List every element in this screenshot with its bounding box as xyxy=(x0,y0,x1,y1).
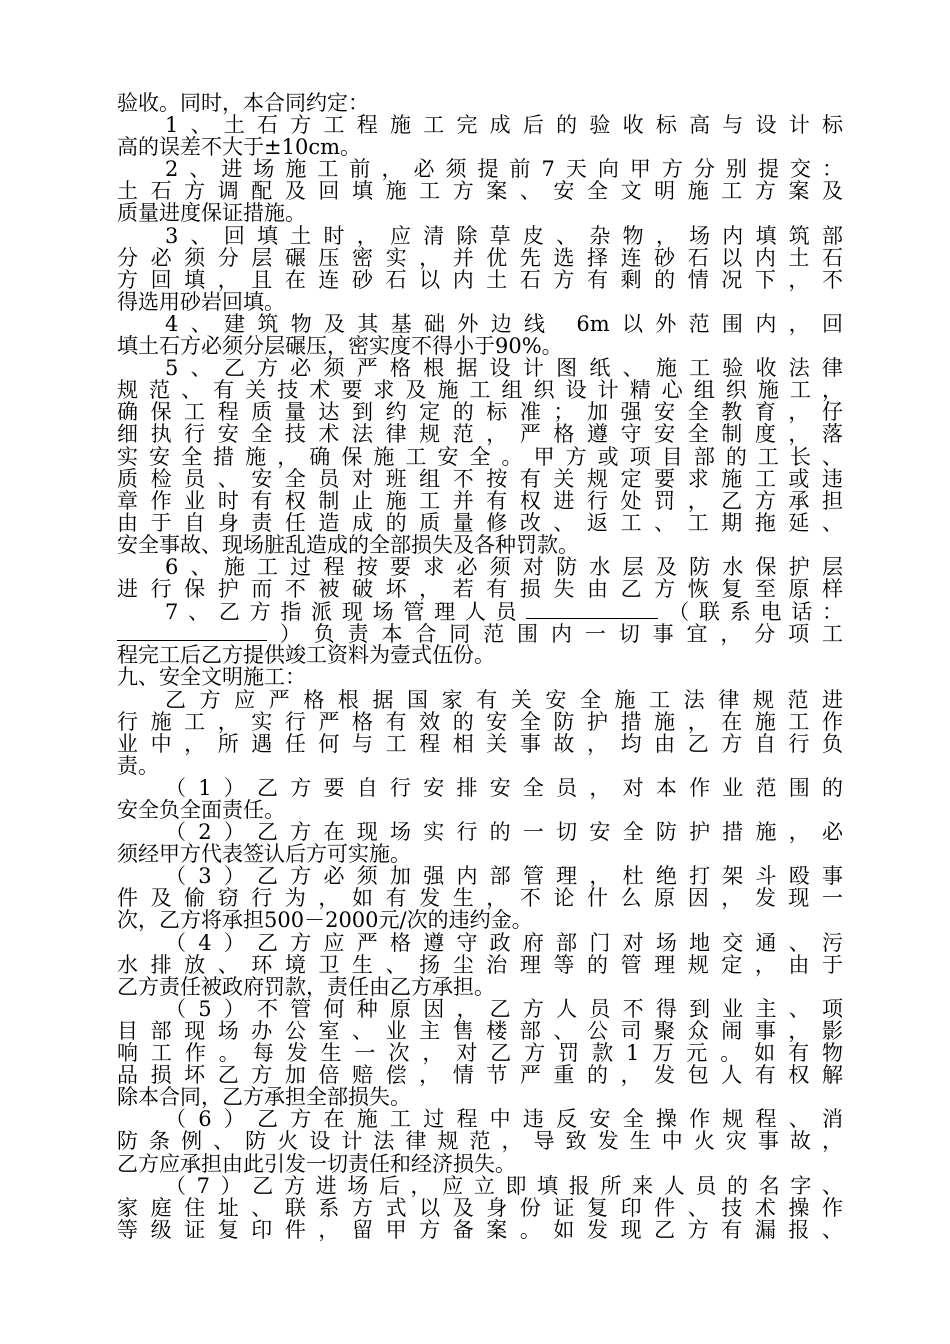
text-line: 响工作。每发生一次，对乙方罚款1万元。如有物 xyxy=(117,1041,843,1066)
text-line: 土石方调配及回填施工方案、安全文明施工方案及 xyxy=(117,179,843,204)
paragraph xyxy=(117,1175,843,1241)
text-line: 高的误差不大于±10cm。 xyxy=(117,135,361,160)
text-line: 章作业时有权制止施工并有权进行处罚，乙方承担 xyxy=(117,488,843,513)
text-line: （5）不管何种原因，乙方人员不得到业主、项 xyxy=(165,996,843,1021)
paragraph xyxy=(117,556,843,600)
paragraph xyxy=(117,313,843,357)
text-line: 安全负全面责任。 xyxy=(117,798,285,822)
text-line xyxy=(117,622,843,647)
text-line: 质量进度保证措施。 xyxy=(117,201,306,226)
text-line: 乙方应严格根据国家有关安全施工法律规范进 xyxy=(165,687,843,712)
text-line: 6、施工过程按要求必须对防水层及防水保护层 xyxy=(165,554,843,579)
text-line: 3、回填土时，应清除草皮、杂物，场内填筑部 xyxy=(165,223,843,248)
manager-name-blank xyxy=(526,600,658,619)
text-line: 2、进场施工前，必须提前7天向甲方分别提交： xyxy=(165,157,843,182)
text-line: 验收。同时，本合同约定： xyxy=(117,91,369,115)
paragraph xyxy=(117,357,843,556)
paragraph xyxy=(117,114,843,158)
text-line: 次，乙方将承担500－2000元/次的违约金。 xyxy=(117,908,533,933)
text-line: 责。 xyxy=(117,753,159,778)
text-line: 安全事故、现场脏乱造成的全部损失及各种罚款。 xyxy=(117,532,579,557)
text-line: 得选用砂岩回填。 xyxy=(117,289,285,314)
text-line: 程完工后乙方提供竣工资料为壹式伍份。 xyxy=(117,643,495,668)
safety-clauses xyxy=(117,689,843,1241)
text-line: 填土石方必须分层碾压，密实度不得小于90%。 xyxy=(117,334,563,359)
paragraph xyxy=(117,225,843,313)
item-7-phone-label: （联系电话： xyxy=(658,600,843,625)
text-line: （6）乙方在施工过程中违反安全操作规程、消 xyxy=(165,1107,843,1132)
text-line: 实安全措施，确保施工安全。甲方或项目部的工长、 xyxy=(117,444,843,469)
text-line: 等级证复印件，留甲方备案。如发现乙方有漏报、 xyxy=(117,1217,843,1242)
text-line xyxy=(117,600,843,625)
text-line: 方回填，且在连砂石以内土石方有剩的情况下，不 xyxy=(117,267,843,292)
text-line: 分必须分层碾压密实，并优先选择连砂石以内土石 xyxy=(117,245,843,270)
paragraph xyxy=(117,821,843,865)
phone-number-blank xyxy=(117,622,267,641)
text-line: （4）乙方应严格遵守政府部门对场地交通、污 xyxy=(165,930,843,955)
paragraph xyxy=(117,1108,843,1174)
text-line: 除本合同，乙方承担全部损失。 xyxy=(117,1085,411,1110)
item-7-responsibility: ）负责本合同范围内一切事宜，分项工 xyxy=(267,622,843,647)
text-line: 1、土石方工程施工完成后的验收标高与设计标 xyxy=(165,113,843,138)
text-line: 须经甲方代表签认后方可实施。 xyxy=(117,842,411,867)
text-line: 确保工程质量达到约定的标准；加强安全教育，仔 xyxy=(117,400,843,425)
paragraph xyxy=(117,689,843,777)
section-9-heading: 九、安全文明施工： xyxy=(117,665,306,690)
paragraph xyxy=(117,932,843,998)
paragraph xyxy=(117,865,843,931)
text-line: 目部现场办公室、业主售楼部、公司聚众闹事，影 xyxy=(117,1018,843,1043)
text-line: 业中，所遇任何与工程相关事故，均由乙方自行负 xyxy=(117,731,843,756)
text-line: 由于自身责任造成的质量修改、返工、工期拖延、 xyxy=(117,510,843,535)
text-line: 品损坏乙方加倍赔偿，情节严重的，发包人有权解 xyxy=(117,1063,843,1088)
item-7-manager-clause xyxy=(117,600,843,666)
paragraph xyxy=(117,998,843,1108)
paragraph xyxy=(117,92,843,114)
text-line: 防条例、防火设计法律规范，导致发生中火灾事故， xyxy=(117,1129,843,1154)
document-page xyxy=(117,92,843,1241)
text-line: 进行保护而不被破坏，若有损失由乙方恢复至原样 xyxy=(117,577,843,602)
text-line: 水排放、环境卫生、扬尘治理等的管理规定，由于 xyxy=(117,952,843,977)
text-line: 乙方责任被政府罚款，责任由乙方承担。 xyxy=(117,974,495,999)
paragraph xyxy=(117,777,843,821)
text-line: 质检员、安全员对班组不按有关规定要求施工或违 xyxy=(117,466,843,491)
text-line: 5、乙方必须严格根据设计图纸、施工验收法律 xyxy=(165,356,843,381)
text-line: （1）乙方要自行安排安全员，对本作业范围的 xyxy=(165,775,843,800)
text-line: 件及偷窃行为，如有发生，不论什么原因，发现一 xyxy=(117,886,843,911)
text-line: 乙方应承担由此引发一切责任和经济损失。 xyxy=(117,1151,516,1176)
paragraph xyxy=(117,158,843,224)
text-line: 规范、有关技术要求及施工组织设计精心组织施工， xyxy=(117,378,843,403)
item-7-prefix: 7、乙方指派现场管理人员 xyxy=(165,600,527,625)
text-line: 行施工，实行严格有效的安全防护措施，在施工作 xyxy=(117,709,843,734)
text-line: （7）乙方进场后，应立即填报所来人员的名字、 xyxy=(165,1173,843,1198)
contract-clauses-acceptance xyxy=(117,92,843,600)
text-line: 4、建筑物及其基础外边线 6m以外范围内，回 xyxy=(165,311,843,336)
text-line: 家庭住址、联系方式以及身份证复印件、技术操作 xyxy=(117,1195,843,1220)
text-line: （2）乙方在现场实行的一切安全防护措施，必 xyxy=(165,820,843,845)
text-line: （3）乙方必须加强内部管理，杜绝打架斗殴事 xyxy=(165,864,843,889)
text-line: 细执行安全技术法律规范，严格遵守安全制度，落 xyxy=(117,422,843,447)
